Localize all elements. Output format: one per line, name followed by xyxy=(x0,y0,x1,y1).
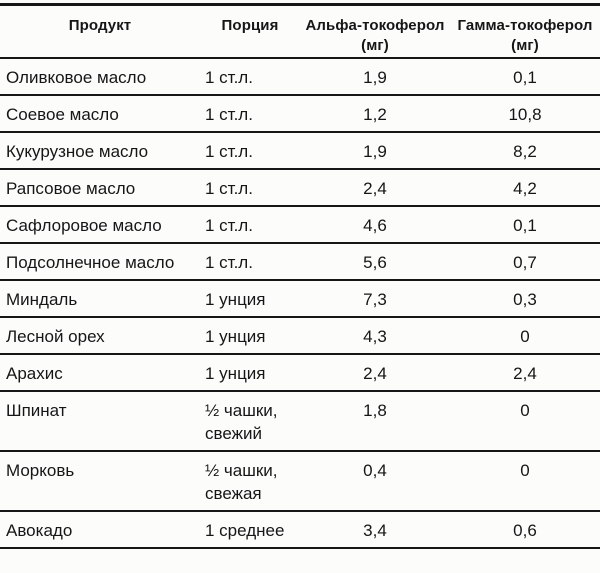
col-header-gamma-tocopherol xyxy=(450,5,600,59)
portion-cell: 1 унция xyxy=(205,290,266,309)
product-cell: Авокадо xyxy=(6,521,73,540)
table-row xyxy=(0,95,600,132)
table-header xyxy=(0,5,600,59)
table-row xyxy=(0,391,600,451)
header-row xyxy=(0,5,600,59)
portion-cell: 1 унция xyxy=(205,364,266,383)
alpha-value-cell: 4,3 xyxy=(363,327,387,346)
product-cell: Подсолнечное масло xyxy=(6,253,175,272)
portion-cell: 1 ст.л. xyxy=(205,216,253,235)
table-row xyxy=(0,511,600,548)
table-row xyxy=(0,58,600,95)
gamma-value-cell: 8,2 xyxy=(513,142,537,161)
product-cell: Сафлоровое масло xyxy=(6,216,162,235)
portion-cell: 1 среднее xyxy=(205,521,285,540)
portion-cell: ½ чашки, свежий xyxy=(205,401,278,443)
product-cell: Лесной орех xyxy=(6,327,105,346)
gamma-value-cell: 0,1 xyxy=(513,216,537,235)
product-cell: Кукурузное масло xyxy=(6,142,149,161)
product-cell: Рапсовое масло xyxy=(6,179,136,198)
portion-cell: 1 ст.л. xyxy=(205,68,253,87)
gamma-value-cell: 0 xyxy=(520,461,530,480)
col-header-alpha-tocopherol xyxy=(300,5,450,59)
col-header-product-label: Продукт xyxy=(68,17,132,34)
table-body xyxy=(0,58,600,548)
table-row xyxy=(0,354,600,391)
alpha-value-cell: 3,4 xyxy=(363,521,387,540)
table-row xyxy=(0,132,600,169)
col-header-alpha-unit: (мг) xyxy=(361,37,389,54)
product-cell: Шпинат xyxy=(6,401,67,420)
portion-cell: ½ чашки, свежая xyxy=(205,461,278,503)
portion-cell: 1 ст.л. xyxy=(205,179,253,198)
alpha-value-cell: 7,3 xyxy=(363,290,387,309)
product-cell: Миндаль xyxy=(6,290,78,309)
table-row xyxy=(0,317,600,354)
gamma-value-cell: 0,7 xyxy=(513,253,537,272)
alpha-value-cell: 5,6 xyxy=(363,253,387,272)
portion-cell: 1 ст.л. xyxy=(205,253,253,272)
alpha-value-cell: 1,9 xyxy=(363,68,387,87)
alpha-value-cell: 1,8 xyxy=(363,401,387,420)
alpha-value-cell: 1,2 xyxy=(363,105,387,124)
gamma-value-cell: 0 xyxy=(520,327,530,346)
alpha-value-cell: 0,4 xyxy=(363,461,387,480)
gamma-value-cell: 0,3 xyxy=(513,290,537,309)
gamma-value-cell: 4,2 xyxy=(513,179,537,198)
col-header-alpha-label: Альфа-токоферол xyxy=(305,17,445,34)
gamma-value-cell: 2,4 xyxy=(513,364,537,383)
alpha-value-cell: 2,4 xyxy=(363,179,387,198)
portion-cell: 1 унция xyxy=(205,327,266,346)
table-row xyxy=(0,451,600,511)
product-cell: Оливковое масло xyxy=(6,68,147,87)
col-header-gamma-unit: (мг) xyxy=(511,37,539,54)
col-header-gamma-label: Гамма-токоферол xyxy=(457,17,593,34)
product-cell: Арахис xyxy=(6,364,63,383)
gamma-value-cell: 0,1 xyxy=(513,68,537,87)
product-cell: Морковь xyxy=(6,461,75,480)
table-row xyxy=(0,243,600,280)
alpha-value-cell: 1,9 xyxy=(363,142,387,161)
alpha-value-cell: 2,4 xyxy=(363,364,387,383)
tocopherol-table xyxy=(0,3,600,549)
alpha-value-cell: 4,6 xyxy=(363,216,387,235)
gamma-value-cell: 10,8 xyxy=(508,105,542,124)
col-header-product xyxy=(0,5,200,59)
table-row xyxy=(0,280,600,317)
product-cell: Соевое масло xyxy=(6,105,119,124)
table-row xyxy=(0,169,600,206)
table-row xyxy=(0,206,600,243)
portion-cell: 1 ст.л. xyxy=(205,142,253,161)
gamma-value-cell: 0 xyxy=(520,401,530,420)
portion-cell: 1 ст.л. xyxy=(205,105,253,124)
col-header-portion xyxy=(200,5,300,59)
col-header-portion-label: Порция xyxy=(221,17,279,34)
gamma-value-cell: 0,6 xyxy=(513,521,537,540)
